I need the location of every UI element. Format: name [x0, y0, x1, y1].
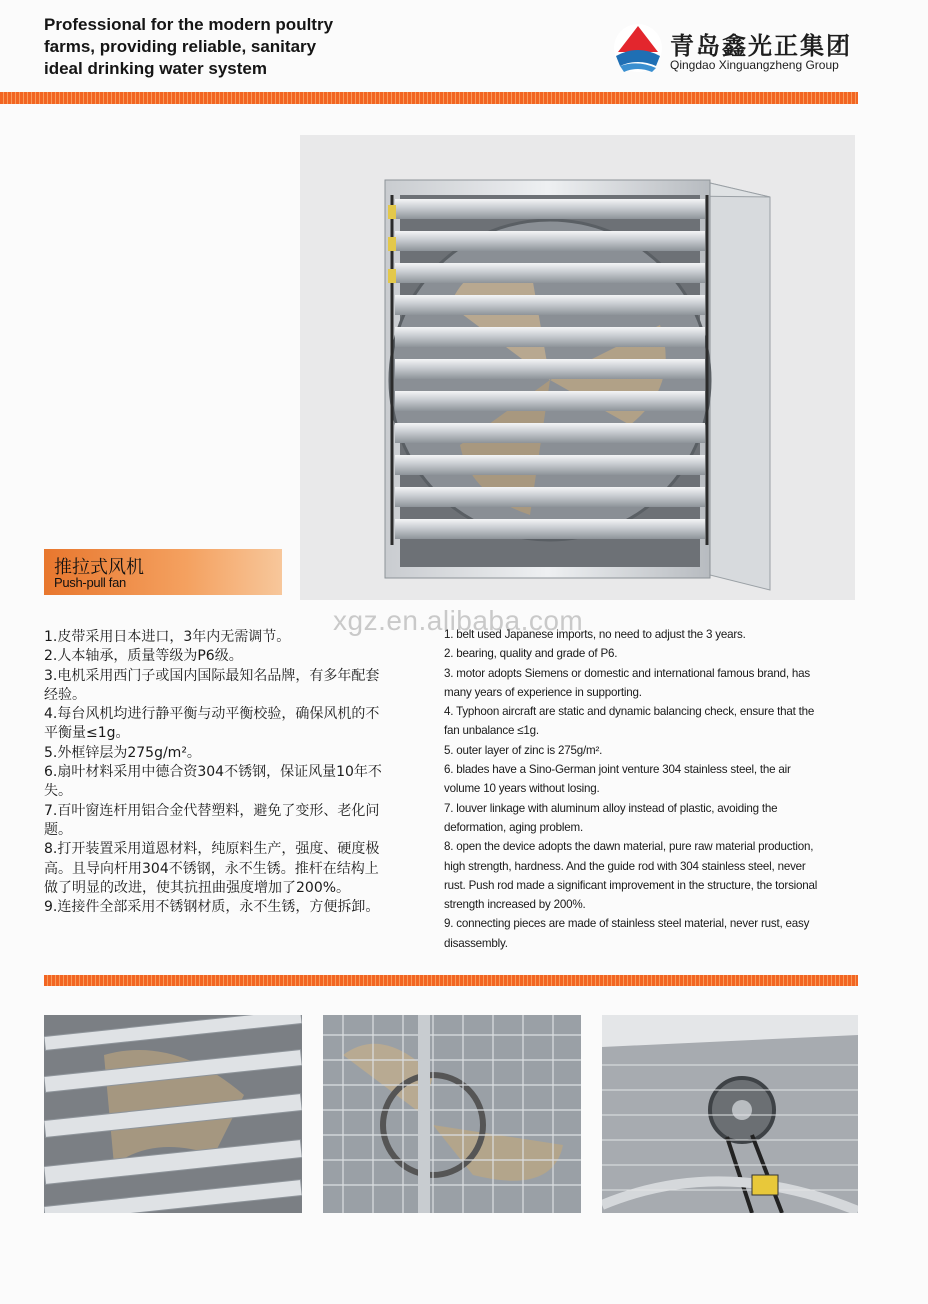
- detail-photo-fan-guard: [323, 1015, 581, 1213]
- feature-en-line: volume 10 years without losing.: [444, 782, 600, 796]
- feature-en-line: 4. Typhoon aircraft are static and dynamic balancing check, ensure that the: [444, 705, 815, 719]
- louver-slats: [395, 199, 705, 539]
- features-cn: [44, 628, 424, 917]
- tagline-line: Professional for the modern poultry: [44, 15, 334, 34]
- feature-cn-line: 5.外框锌层为275g/m²。: [44, 744, 201, 761]
- feature-en-line: high strength, hardness. And the guide rod with 304 stainless steel, never: [444, 859, 806, 873]
- product-title-en: Push-pull fan: [54, 575, 126, 590]
- feature-cn-line: 高。且导向杆用304不锈钢，永不生锈。推杆在结构上: [44, 860, 379, 877]
- feature-en-line: 3. motor adopts Siemens or domestic and international famous brand, has: [444, 666, 811, 680]
- feature-cn-line: 6.扇叶材料采用中德合资304不锈钢，保证风量10年不: [44, 764, 382, 781]
- tagline-line: ideal drinking water system: [44, 59, 267, 78]
- feature-cn-line: 题。: [44, 821, 72, 838]
- product-title-cn: 推拉式风机: [54, 557, 144, 578]
- features-en: [444, 625, 854, 953]
- feature-en-line: 1. belt used Japanese imports, no need to adjust the 3 years.: [444, 628, 746, 641]
- logo-name-cn: 青岛鑫光正集团: [670, 32, 852, 60]
- product-photo: [300, 135, 855, 600]
- feature-en-line: many years of experience in supporting.: [444, 685, 642, 699]
- feature-cn-line: 平衡量≤1g。: [44, 725, 130, 742]
- exhaust-fan-illustration: [300, 135, 855, 600]
- feature-cn-line: 失。: [44, 783, 72, 800]
- tagline-line: farms, providing reliable, sanitary: [44, 37, 317, 56]
- logo-name-en: Qingdao Xinguangzheng Group: [670, 58, 839, 72]
- orange-divider-bottom: [44, 975, 858, 986]
- feature-en-line: fan unbalance ≤1g.: [444, 724, 539, 738]
- detail-photo-belt-pulley: [602, 1015, 858, 1213]
- feature-en-line: 5. outer layer of zinc is 275g/m².: [444, 743, 603, 757]
- feature-cn-line: 1.皮带采用日本进口，3年内无需调节。: [44, 629, 291, 645]
- company-logo: [612, 22, 872, 78]
- feature-en-line: 7. louver linkage with aluminum alloy instead of plastic, avoiding the: [444, 801, 778, 815]
- feature-en-line: 6. blades have a Sino-German joint venture 304 stainless steel, the air: [444, 763, 791, 777]
- feature-cn-line: 4.每台风机均进行静平衡与动平衡校验，确保风机的不: [44, 706, 380, 723]
- feature-cn-line: 3.电机采用西门子或国内国际最知名品牌，有多年配套: [44, 667, 380, 684]
- feature-en-line: 9. connecting pieces are made of stainless steel material, never rust, easy: [444, 917, 810, 931]
- feature-cn-line: 8.打开装置采用道恩材料，纯原料生产，强度、硬度极: [44, 841, 380, 858]
- feature-en-line: 2. bearing, quality and grade of P6.: [444, 647, 618, 661]
- feature-cn-line: 9.连接件全部采用不锈钢材质，永不生锈，方便拆卸。: [44, 899, 380, 916]
- feature-en-line: rust. Push rod made a significant improvement in the structure, the torsional: [444, 878, 818, 892]
- watermark: xgz.en.alibaba.com: [333, 605, 584, 636]
- feature-en-line: disassembly.: [444, 936, 508, 950]
- orange-divider-top: [0, 92, 858, 104]
- feature-en-line: 8. open the device adopts the dawn material, pure raw material production,: [444, 840, 814, 854]
- logo-mark-icon: [612, 22, 664, 74]
- feature-cn-line: 7.百叶窗连杆用铝合金代替塑料，避免了变形、老化问: [44, 802, 380, 819]
- feature-cn-line: 2.人本轴承，质量等级为P6级。: [44, 648, 243, 665]
- feature-en-line: strength increased by 200%.: [444, 898, 586, 912]
- feature-cn-line: 经验。: [44, 686, 86, 703]
- detail-photo-louvers: [44, 1015, 302, 1213]
- product-title-box: [44, 549, 282, 595]
- feature-cn-line: 做了明显的改进，使其抗扭曲强度增加了200%。: [44, 879, 351, 896]
- tagline: [44, 14, 333, 80]
- feature-en-line: deformation, aging problem.: [444, 820, 583, 834]
